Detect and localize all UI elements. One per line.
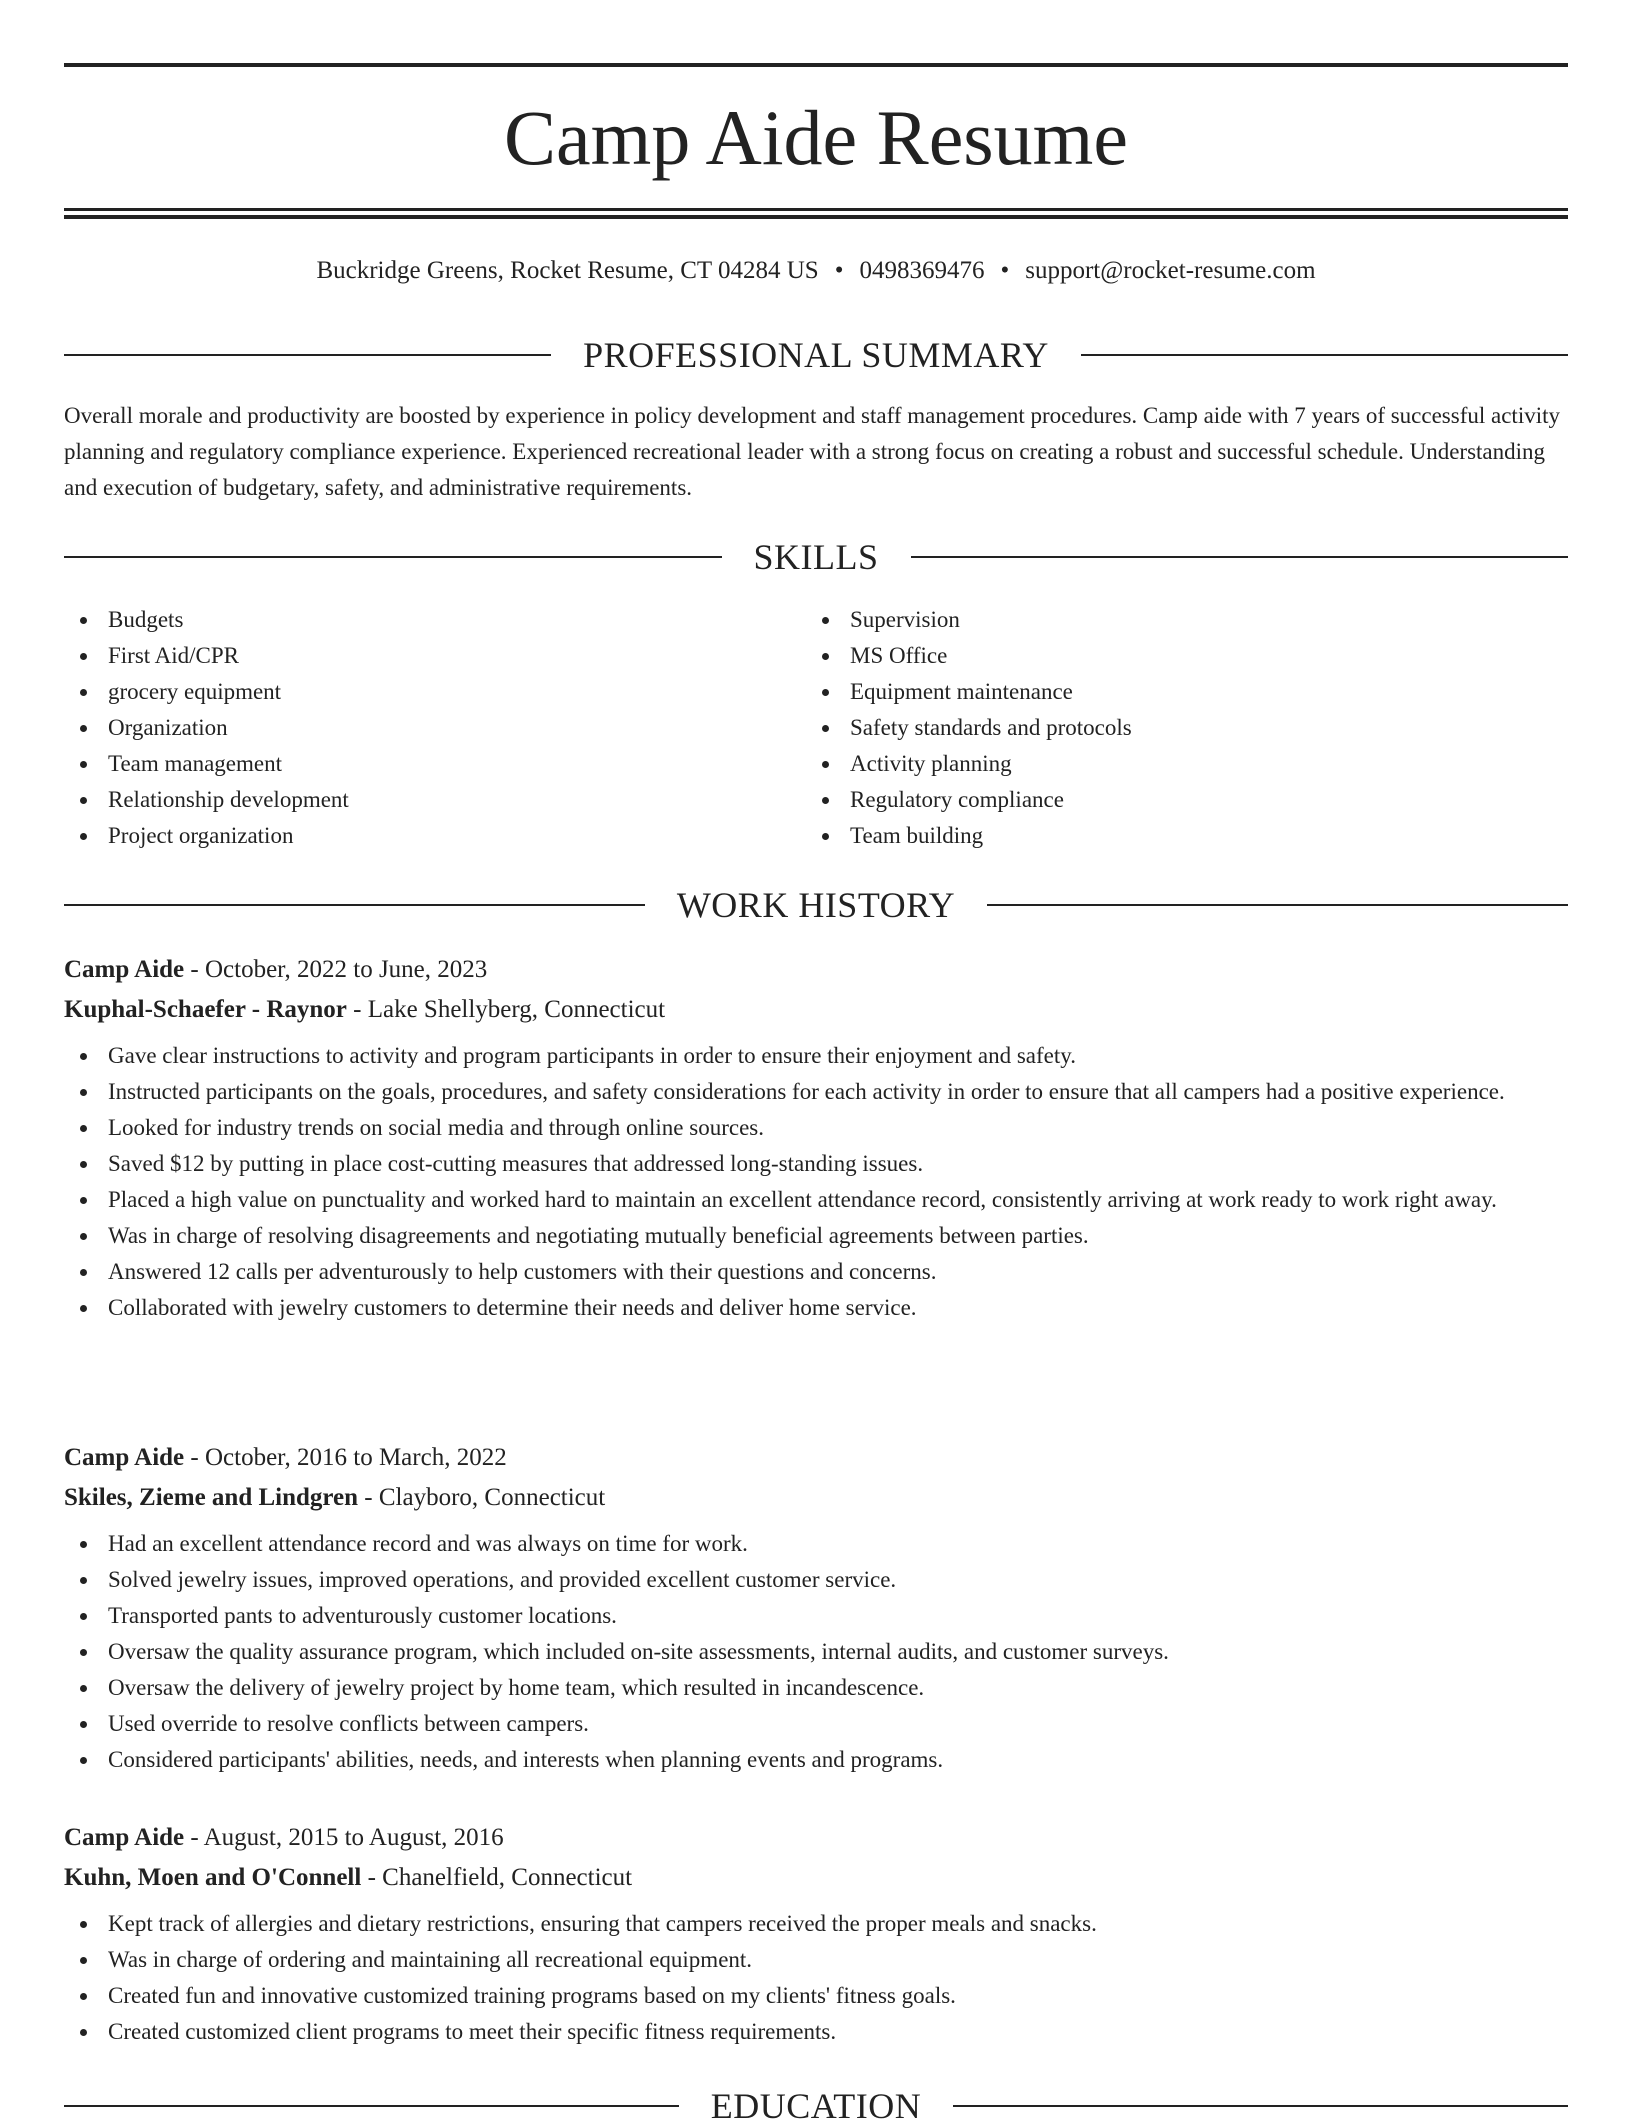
job-title: Camp Aide xyxy=(64,956,185,983)
duty-item: Created customized client programs to meet their specific fitness requirements. xyxy=(64,2014,1568,2050)
duty-item: Answered 12 calls per adventurously to help customers with their questions and concerns. xyxy=(64,1254,1568,1290)
dash: - xyxy=(364,1484,373,1511)
section-title: WORK HISTORY xyxy=(676,885,956,925)
duty-item: Solved jewelry issues, improved operations, and provided excellent customer service. xyxy=(64,1562,1568,1598)
heading-rule-right xyxy=(987,904,1568,906)
job-title-line xyxy=(64,1818,1568,1858)
summary-paragraph: Overall morale and productivity are boosted by experience in policy development and staff management procedures. Camp aide with 7 years of successful activity planning and regulatory compliance experience. Experienced recreational leader with a strong focus on creating a robust and successful schedule. Understanding and execution of budgetary, safety, and administrative requirements. xyxy=(64,403,1560,500)
duty-item: Instructed participants on the goals, procedures, and safety considerations for each activity in order to ensure that all campers had a positive experience. xyxy=(64,1074,1568,1110)
skill-item: Equipment maintenance xyxy=(806,674,1506,710)
skill-item: Relationship development xyxy=(64,782,764,818)
job-employer: Kuhn, Moen and O'Connell xyxy=(64,1864,362,1891)
job-duties-list xyxy=(64,1906,1568,2050)
heading-rule-left xyxy=(64,2105,679,2107)
job-location: Chanelfield, Connecticut xyxy=(382,1864,633,1891)
section-heading-skills xyxy=(64,535,1568,579)
job-title-line xyxy=(64,1438,1568,1478)
section-heading-work-history xyxy=(64,883,1568,927)
dash: - xyxy=(190,956,199,983)
skill-item: Organization xyxy=(64,710,764,746)
job-location: Clayboro, Connecticut xyxy=(378,1484,606,1511)
job-title: Camp Aide xyxy=(64,1444,185,1471)
skill-item: First Aid/CPR xyxy=(64,638,764,674)
duty-item: Collaborated with jewelry customers to determine their needs and deliver home service. xyxy=(64,1290,1568,1326)
duty-item: Transported pants to adventurously customer locations. xyxy=(64,1598,1568,1634)
skills-column-left xyxy=(64,602,764,854)
skill-item: Project organization xyxy=(64,818,764,854)
duty-item: Created fun and innovative customized training programs based on my clients' fitness goals. xyxy=(64,1978,1568,2014)
job-entry xyxy=(64,1438,1568,1778)
duty-item: Had an excellent attendance record and was always on time for work. xyxy=(64,1526,1568,1562)
skill-item: Supervision xyxy=(806,602,1506,638)
dash: - xyxy=(190,1444,199,1471)
job-title: Camp Aide xyxy=(64,1824,185,1851)
section-title: PROFESSIONAL SUMMARY xyxy=(583,335,1049,375)
job-entry xyxy=(64,1818,1568,2050)
job-employer-line xyxy=(64,1858,1568,1898)
heading-rule-left xyxy=(64,354,551,356)
duty-item: Gave clear instructions to activity and program participants in order to ensure their enjoyment and safety. xyxy=(64,1038,1568,1074)
dash: - xyxy=(190,1824,199,1851)
header-double-rule-lower xyxy=(64,215,1568,219)
job-dates: August, 2015 to August, 2016 xyxy=(203,1824,504,1851)
skill-item: Safety standards and protocols xyxy=(806,710,1506,746)
skill-item: Budgets xyxy=(64,602,764,638)
job-location: Lake Shellyberg, Connecticut xyxy=(367,996,666,1023)
skills-column-right xyxy=(806,602,1506,854)
skill-item: grocery equipment xyxy=(64,674,764,710)
duty-item: Kept track of allergies and dietary restrictions, ensuring that campers received the proper meals and snacks. xyxy=(64,1906,1568,1942)
contact-email[interactable]: support@rocket-resume.com xyxy=(1025,257,1316,284)
job-dates: October, 2022 to June, 2023 xyxy=(204,956,488,983)
duty-item: Was in charge of resolving disagreements and negotiating mutually beneficial agreements between parties. xyxy=(64,1218,1568,1254)
heading-rule-right xyxy=(911,556,1569,558)
job-duties-list xyxy=(64,1038,1568,1326)
job-employer-line xyxy=(64,1478,1568,1518)
duty-item: Was in charge of ordering and maintaining all recreational equipment. xyxy=(64,1942,1568,1978)
job-employer: Skiles, Zieme and Lindgren xyxy=(64,1484,359,1511)
job-employer: Kuphal-Schaefer - Raynor xyxy=(64,996,347,1023)
skill-item: Team building xyxy=(806,818,1506,854)
duty-item: Placed a high value on punctuality and worked hard to maintain an excellent attendance record, consistently arriving at work ready to work right away. xyxy=(64,1182,1568,1218)
skill-item: Activity planning xyxy=(806,746,1506,782)
heading-rule-left xyxy=(64,904,645,906)
contact-separator: • xyxy=(1000,257,1010,284)
job-employer-line xyxy=(64,990,1568,1030)
section-title: SKILLS xyxy=(753,537,879,577)
skills-list-left xyxy=(64,602,764,854)
header-double-rule-upper xyxy=(64,208,1568,211)
section-heading-education xyxy=(64,2084,1568,2128)
job-dates: October, 2016 to March, 2022 xyxy=(204,1444,507,1471)
dash: - xyxy=(367,1864,376,1891)
duty-item: Considered participants' abilities, needs, and interests when planning events and programs. xyxy=(64,1742,1568,1778)
duty-item: Looked for industry trends on social media and through online sources. xyxy=(64,1110,1568,1146)
heading-rule-right xyxy=(953,2105,1568,2107)
skill-item: Team management xyxy=(64,746,764,782)
contact-separator: • xyxy=(834,257,844,284)
job-duties-list xyxy=(64,1526,1568,1778)
contact-phone[interactable]: 0498369476 xyxy=(859,257,985,284)
duty-item: Oversaw the delivery of jewelry project by home team, which resulted in incandescence. xyxy=(64,1670,1568,1706)
header-top-rule xyxy=(64,63,1568,67)
section-title: EDUCATION xyxy=(710,2086,922,2126)
skills-list-right xyxy=(806,602,1506,854)
duty-item: Oversaw the quality assurance program, which included on-site assessments, internal audits, and customer surveys. xyxy=(64,1634,1568,1670)
skill-item: MS Office xyxy=(806,638,1506,674)
section-heading-summary xyxy=(64,333,1568,377)
heading-rule-right xyxy=(1081,354,1568,356)
heading-rule-left xyxy=(64,556,722,558)
resume-title: Camp Aide Resume xyxy=(504,94,1128,181)
duty-item: Used override to resolve conflicts between campers. xyxy=(64,1706,1568,1742)
contact-address: Buckridge Greens, Rocket Resume, CT 04284 US xyxy=(316,257,819,284)
contact-line xyxy=(64,254,1568,288)
dash: - xyxy=(353,996,362,1023)
job-entry xyxy=(64,950,1568,1326)
job-title-line xyxy=(64,950,1568,990)
skill-item: Regulatory compliance xyxy=(806,782,1506,818)
duty-item: Saved $12 by putting in place cost-cutting measures that addressed long-standing issues. xyxy=(64,1146,1568,1182)
